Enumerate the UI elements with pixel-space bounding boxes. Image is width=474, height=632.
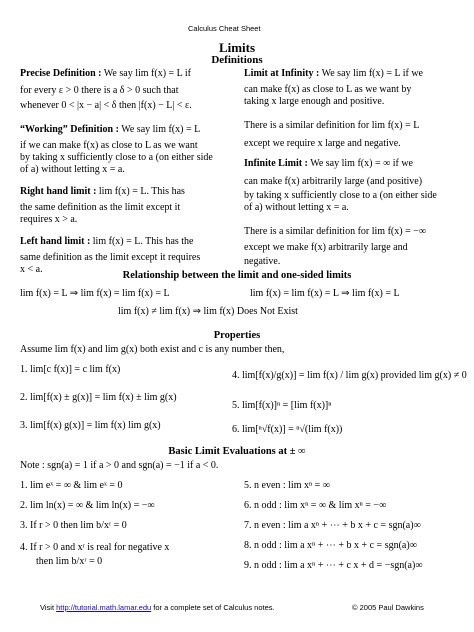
precise-line-1: We say lim f(x) = L if xyxy=(103,68,192,79)
right-line-2: the same definition as the limit except it xyxy=(20,202,181,213)
properties-intro: Assume lim f(x) and lim g(x) both exist and c is any number then, xyxy=(20,344,285,355)
property-3: 3. lim[f(x) g(x)] = lim f(x) lim g(x) xyxy=(20,420,161,431)
working-line-2: if we can make f(x) as close to L as we want xyxy=(20,140,198,151)
basic-9: 9. n odd : lim a xⁿ + ⋯ + c x + d = −sgn(a)∞ xyxy=(244,560,423,571)
page-subtitle: Definitions xyxy=(211,54,263,66)
property-4: 4. lim[f(x)/g(x)] = lim f(x) / lim g(x) provided lim g(x) ≠ 0 xyxy=(232,370,467,381)
document-header: Calculus Cheat Sheet xyxy=(188,24,261,33)
page-title: Limits xyxy=(218,40,256,55)
basic-5: 5. n even : lim xⁿ = ∞ xyxy=(244,480,330,491)
left-term: Left hand limit : xyxy=(20,236,91,247)
infinite-similar-line-2: except we make f(x) arbitrarily large and xyxy=(244,242,408,253)
left-hand-limit xyxy=(20,236,194,248)
inf-line-2: can make f(x) as close to L as we want by xyxy=(244,84,412,95)
basic-4a: 4. If r > 0 and xʳ is real for negative x xyxy=(20,542,170,553)
inf-similar-line-2: except we require x large and negative. xyxy=(244,138,401,149)
working-line-4: of a) without letting x = a. xyxy=(20,164,125,175)
inf-term: Limit at Infinity : xyxy=(244,68,320,79)
basic-6: 6. n odd : lim xⁿ = ∞ & lim xⁿ = −∞ xyxy=(244,500,387,511)
basic-3: 3. If r > 0 then lim b/xʳ = 0 xyxy=(20,520,127,531)
working-line-1: We say lim f(x) = L xyxy=(121,124,201,135)
left-line-1: lim f(x) = L. This has the xyxy=(92,236,194,247)
inf-line-3: taking x large enough and positive. xyxy=(244,96,385,107)
infinite-line-2: can make f(x) arbitrarily large (and positive) xyxy=(244,176,423,187)
relationship-heading: Relationship between the limit and one-sided limits xyxy=(122,270,352,281)
infinite-line-3: by taking x sufficiently close to a (on either side xyxy=(244,190,437,201)
left-line-2: same definition as the limit except it requires xyxy=(20,252,201,263)
precise-term: Precise Definition : xyxy=(20,68,102,79)
relationship-line-1b: lim f(x) = lim f(x) = L ⇒ lim f(x) = L xyxy=(250,288,400,299)
precise-line-2: for every ε > 0 there is a δ > 0 such that xyxy=(20,85,179,96)
right-line-1: lim f(x) = L. This has xyxy=(98,186,185,197)
inf-line-1: We say lim f(x) = L if we xyxy=(321,68,423,79)
infinite-similar-line-1: There is a similar definition for lim f(x) = −∞ xyxy=(244,226,426,237)
basic-4b: then lim b/xʳ = 0 xyxy=(36,556,103,567)
infinite-line-4: of a) without letting x = a. xyxy=(244,202,349,213)
property-1: 1. lim[c f(x)] = c lim f(x) xyxy=(20,364,121,375)
footer-link[interactable]: http://tutorial.math.lamar.edu xyxy=(56,603,152,612)
infinite-line-1: We say lim f(x) = ∞ if we xyxy=(310,158,413,169)
footer-rest: for a complete set of Calculus notes. xyxy=(153,603,275,612)
working-line-3: by taking x sufficiently close to a (on either side xyxy=(20,152,213,163)
inf-similar-line-1: There is a similar definition for lim f(x) = L xyxy=(244,120,420,131)
left-line-3: x < a. xyxy=(20,264,43,275)
property-5: 5. lim[f(x)]ⁿ = [lim f(x)]ⁿ xyxy=(232,400,332,411)
property-6: 6. lim[ⁿ√f(x)] = ⁿ√(lim f(x)) xyxy=(232,424,343,435)
basic-8: 8. n odd : lim a xⁿ + ⋯ + b x + c = sgn(a)∞ xyxy=(244,540,417,551)
basic-note: Note : sgn(a) = 1 if a > 0 and sgn(a) = −1 if a < 0. xyxy=(20,460,219,471)
infinite-similar-line-3: negative. xyxy=(244,256,281,267)
limit-at-infinity xyxy=(244,68,423,80)
working-term: “Working” Definition : xyxy=(20,124,119,135)
footer-copyright: © 2005 Paul Dawkins xyxy=(352,603,424,612)
properties-heading: Properties xyxy=(213,330,261,341)
relationship-line-1a: lim f(x) = L ⇒ lim f(x) = lim f(x) = L xyxy=(20,288,170,299)
basic-heading: Basic Limit Evaluations at ± ∞ xyxy=(168,446,306,457)
precise-definition xyxy=(20,68,191,80)
precise-line-3: whenever 0 < |x − a| < δ then |f(x) − L| < ε. xyxy=(20,100,192,111)
basic-2: 2. lim ln(x) = ∞ & lim ln(x) = −∞ xyxy=(20,500,155,511)
working-definition xyxy=(20,124,200,136)
basic-1: 1. lim eˣ = ∞ & lim eˣ = 0 xyxy=(20,480,123,491)
right-hand-limit xyxy=(20,186,185,198)
right-term: Right hand limit : xyxy=(20,186,97,197)
property-2: 2. lim[f(x) ± g(x)] = lim f(x) ± lim g(x) xyxy=(20,392,177,403)
basic-7: 7. n even : lim a xⁿ + ⋯ + b x + c = sgn(a)∞ xyxy=(244,520,421,531)
footer-visit-label: Visit xyxy=(40,603,55,612)
right-line-3: requires x > a. xyxy=(20,214,78,225)
infinite-term: Infinite Limit : xyxy=(244,158,308,169)
relationship-line-2: lim f(x) ≠ lim f(x) ⇒ lim f(x) Does Not Exist xyxy=(118,306,298,317)
footer-visit xyxy=(40,603,275,612)
infinite-limit xyxy=(244,158,413,170)
